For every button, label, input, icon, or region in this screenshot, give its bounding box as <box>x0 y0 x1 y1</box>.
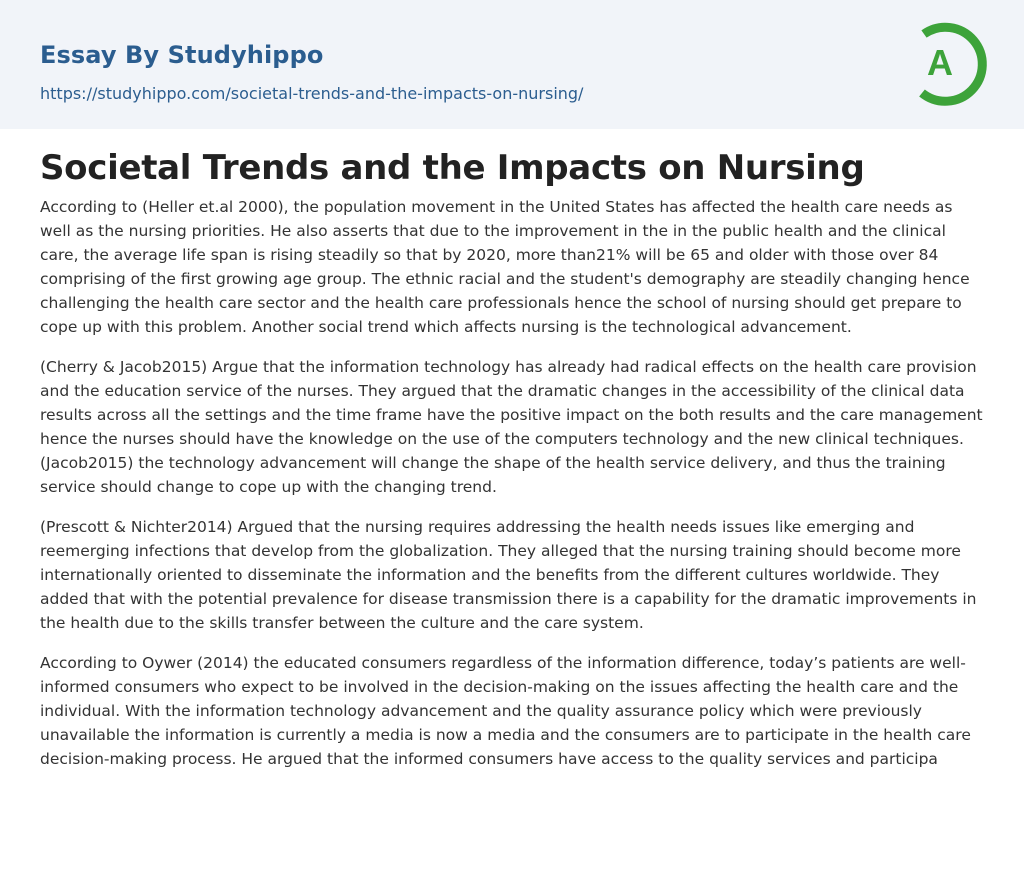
brand-name[interactable]: Essay By Studyhippo <box>40 41 324 69</box>
paragraph-3: (Prescott & Nichter2014) Argued that the nursing requires addressing the health needs issues like emerging and reemerging infections that develop from the globalization. They alleged that the nursing training should become more internationally oriented to disseminate the information and the benefits from the different cultures worldwide. They added that with the potential prevalence for disease transmission there is a capability for the dramatic improvements in the health due to the skills transfer between the culture and the care system. <box>40 518 977 632</box>
studyhippo-logo-icon[interactable] <box>908 18 988 108</box>
page-title: Societal Trends and the Impacts on Nursing <box>40 148 865 188</box>
paragraph-2: (Cherry & Jacob2015) Argue that the information technology has already had radical effects on the health care provision and the education service of the nurses. They argued that the dramatic changes in the accessibility of the clinical data results across all the settings and the time frame have the positive impact on the both results and the care management hence the nurses should have the knowledge on the use of the computers technology and the new clinical techniques. (Jacob2015) the technology advancement will change the shape of the health service delivery, and thus the training service should change to cope up with the changing trend. <box>40 358 983 496</box>
logo-letter: A <box>927 42 953 83</box>
article-url-link[interactable]: https://studyhippo.com/societal-trends-and-the-impacts-on-nursing/ <box>40 84 584 103</box>
paragraph-4: According to Oywer (2014) the educated consumers regardless of the information difference, today’s patients are well-informed consumers who expect to be involved in the decision-making on the issues affecting the health care and the individual. With the information technology advancement and the quality assurance policy which were previously unavailable the information is currently a media is now a media and the consumers are to participate in the health care decision-making process. He argued that the informed consumers have access to the quality services and participa <box>40 654 971 768</box>
paragraph-1: According to (Heller et.al 2000), the population movement in the United States has affected the health care needs as well as the nursing priorities. He also asserts that due to the improvement in the in the public health and the clinical care, the average life span is rising steadily so that by 2020, more than21% will be 65 and older with those over 84 comprising of the first growing age group. The ethnic racial and the student's demography are steadily changing hence challenging the health care sector and the health care professionals hence the school of nursing should get prepare to cope up with this problem. Another social trend which affects nursing is the technological advancement. <box>40 198 970 336</box>
site-header <box>0 0 1024 129</box>
article <box>0 147 1024 771</box>
